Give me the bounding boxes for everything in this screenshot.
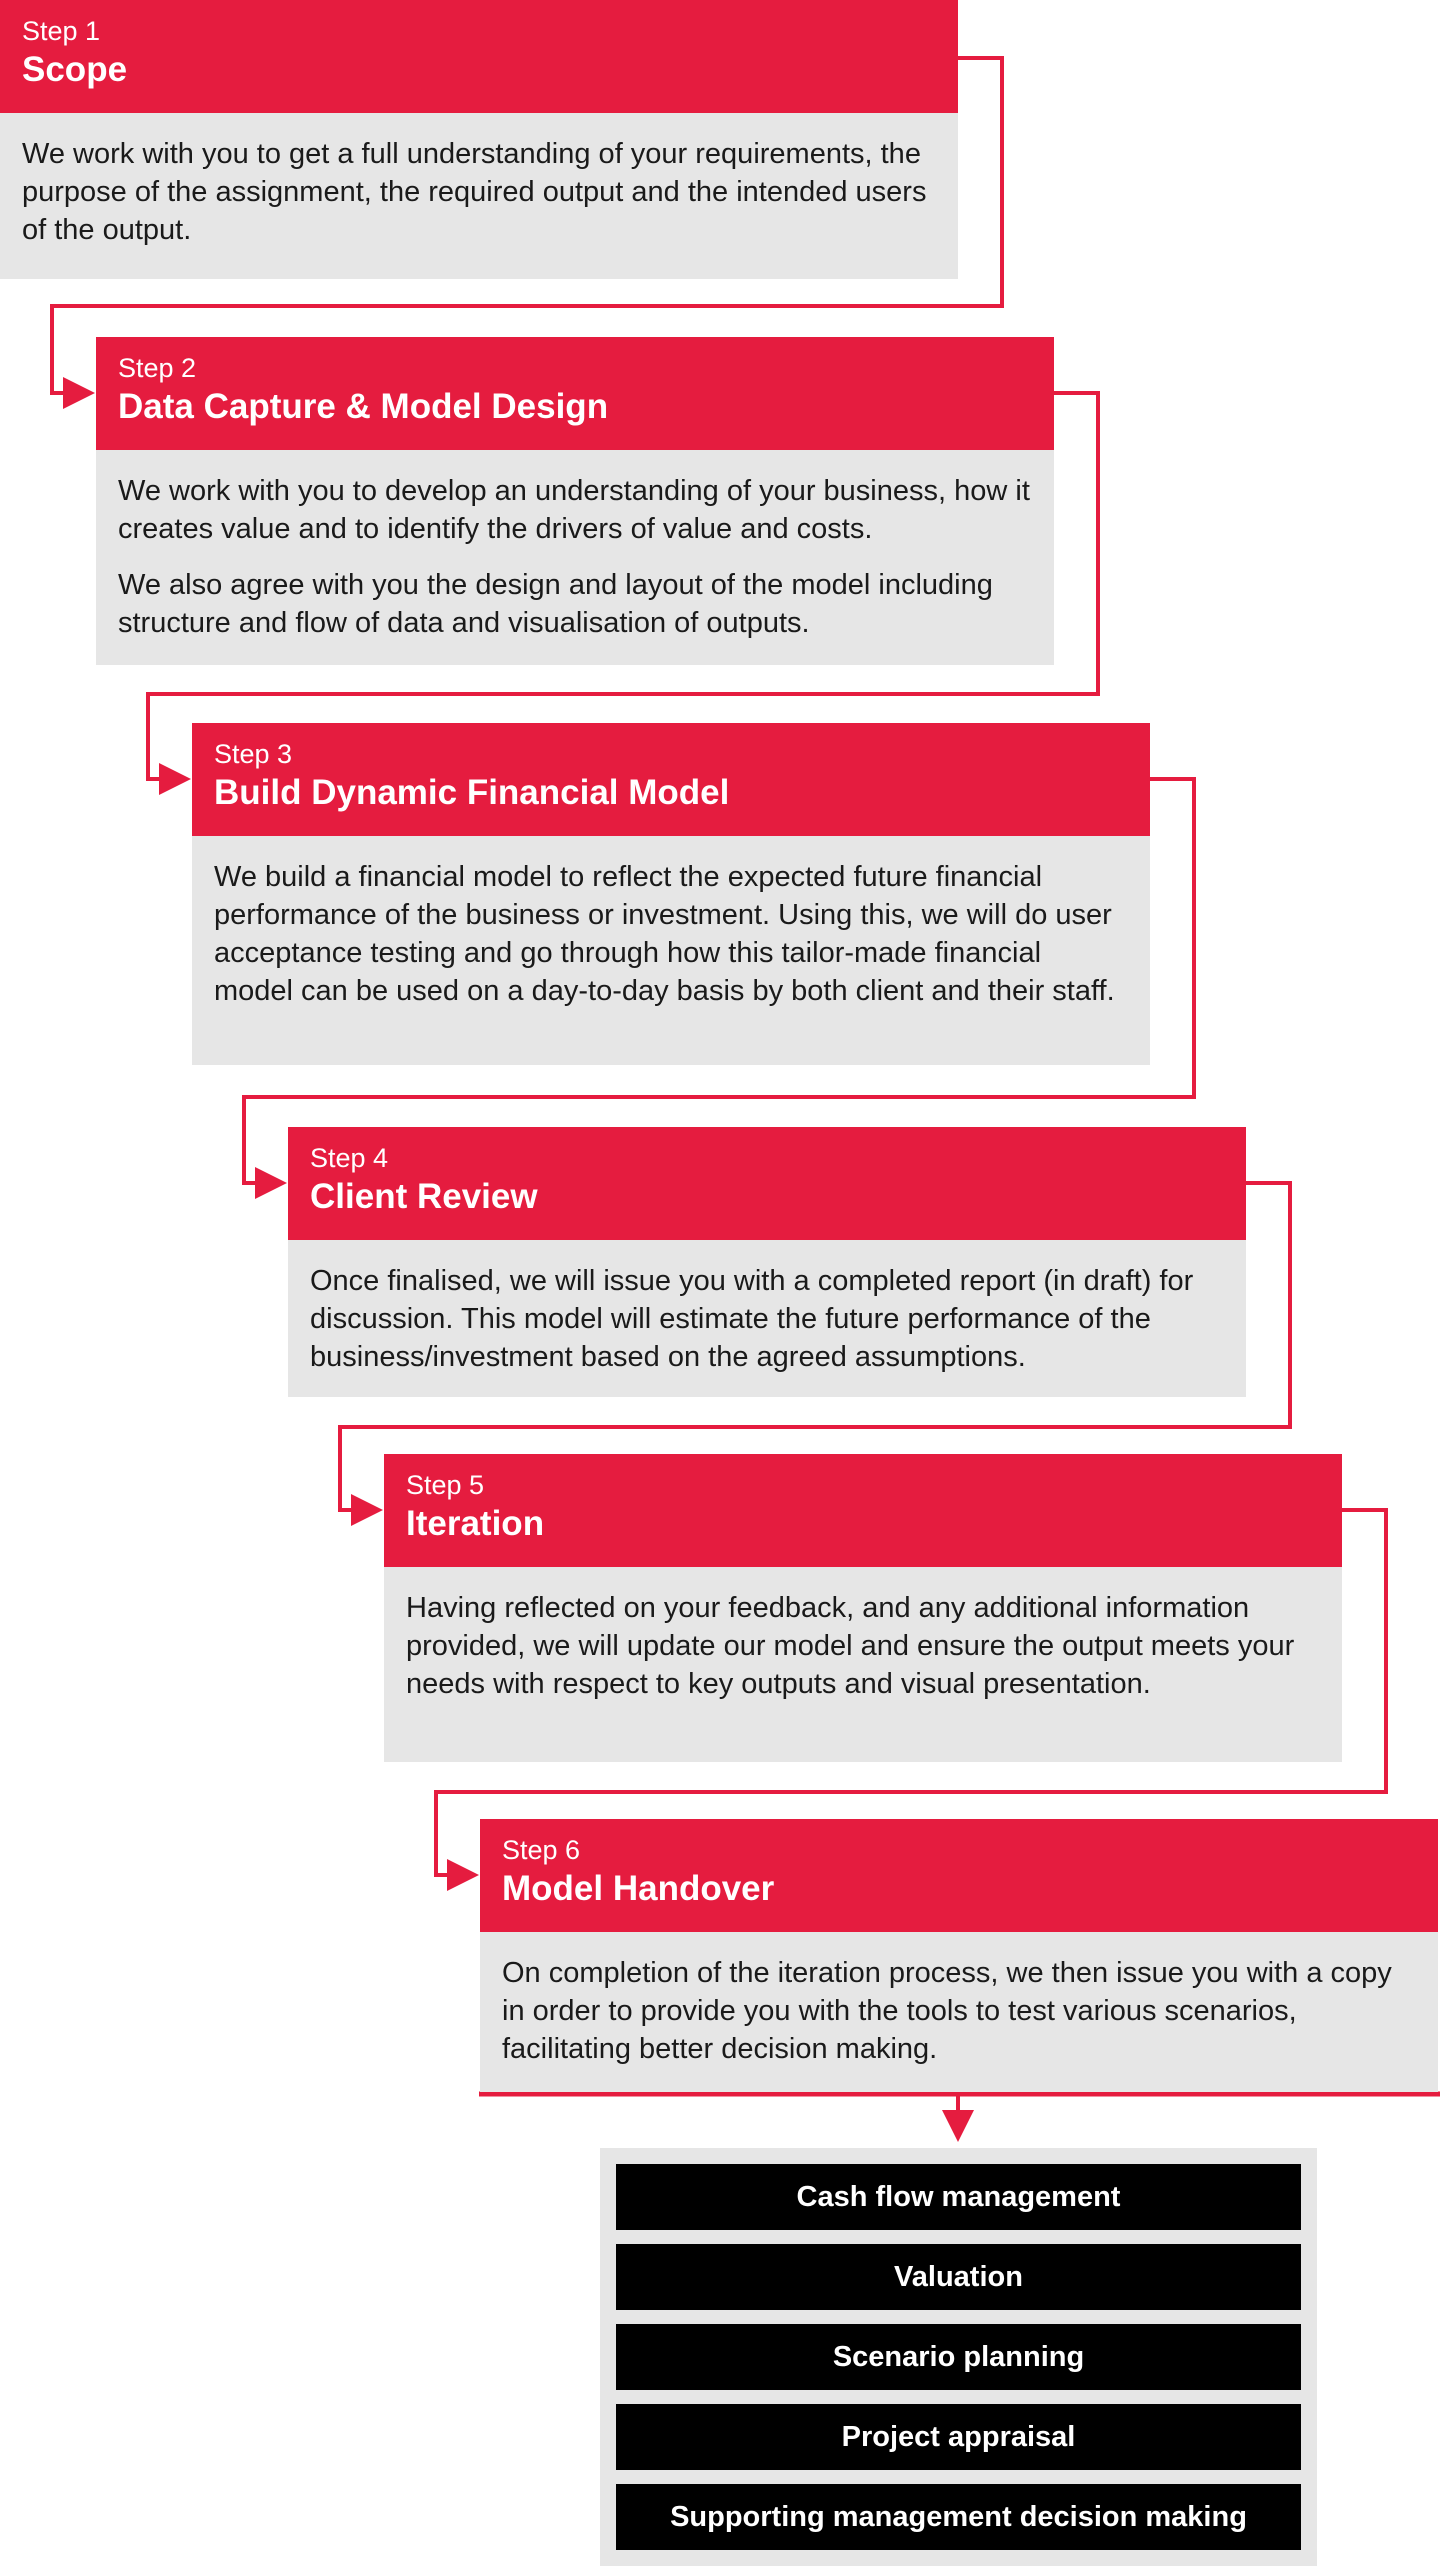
step-number: Step 6 <box>502 1835 581 1865</box>
step-title: Client Review <box>310 1177 538 1216</box>
outcome-project-appraisal: Project appraisal <box>616 2404 1301 2470</box>
step-text: We build a financial model to reflect the expected future financial performance of the business or investment. Using this, we will do user acceptance testing and go through how this tailor-made financial model can be used on a day-to-day basis by both client and their staff. <box>214 861 1115 1007</box>
step-5-header <box>384 1454 1342 1567</box>
step-4-header <box>288 1127 1246 1240</box>
step-1 <box>0 0 958 279</box>
step-number: Step 4 <box>310 1143 389 1173</box>
step-2-description <box>96 450 1054 665</box>
step-text: We also agree with you the design and layout of the model including structure and flow of data and visualisation of outputs. <box>118 569 993 639</box>
outcome-cash-flow-management: Cash flow management <box>616 2164 1301 2230</box>
step-3-description <box>192 836 1150 1065</box>
step-1-description <box>0 113 958 279</box>
step-number: Step 5 <box>406 1470 485 1500</box>
step-title: Data Capture & Model Design <box>118 387 609 426</box>
step-text: Once finalised, we will issue you with a completed report (in draft) for discussion. This model will estimate the future performance of the business/investment based on the agreed assumptions. <box>310 1265 1194 1373</box>
step-number: Step 1 <box>22 16 101 46</box>
step-2-header <box>96 337 1054 450</box>
outcomes-panel <box>600 2148 1317 2566</box>
step-3-header <box>192 723 1150 836</box>
outcome-supporting-management-decision-making: Supporting management decision making <box>616 2484 1301 2550</box>
step-6-header <box>480 1819 1438 1932</box>
step-4-description <box>288 1240 1246 1397</box>
step-5 <box>384 1454 1342 1762</box>
step-title: Scope <box>22 50 128 89</box>
step-text: Having reflected on your feedback, and any additional information provided, we will update our model and ensure the output meets your needs with respect to key outputs and visual presentation. <box>406 1592 1295 1700</box>
step-text: We work with you to develop an understanding of your business, how it creates value and to identify the drivers of value and costs. <box>118 475 1030 545</box>
step-6 <box>480 1819 1438 2092</box>
step-number: Step 2 <box>118 353 197 383</box>
step-number: Step 3 <box>214 739 293 769</box>
step-title: Model Handover <box>502 1869 775 1908</box>
step-4 <box>288 1127 1246 1397</box>
step-title: Iteration <box>406 1504 545 1543</box>
step-3 <box>192 723 1150 1065</box>
step-text: On completion of the iteration process, we then issue you with a copy in order to provide you with the tools to test various scenarios, facilitating better decision making. <box>502 1957 1392 2065</box>
step-title: Build Dynamic Financial Model <box>214 773 730 812</box>
step-text: We work with you to get a full understanding of your requirements, the purpose of the assignment, the required output and the intended users of the output. <box>22 138 927 246</box>
outcome-scenario-planning: Scenario planning <box>616 2324 1301 2390</box>
outcome-valuation: Valuation <box>616 2244 1301 2310</box>
step-2 <box>96 337 1054 665</box>
step-6-description <box>480 1932 1438 2092</box>
step-1-header <box>0 0 958 113</box>
step-5-description <box>384 1567 1342 1762</box>
